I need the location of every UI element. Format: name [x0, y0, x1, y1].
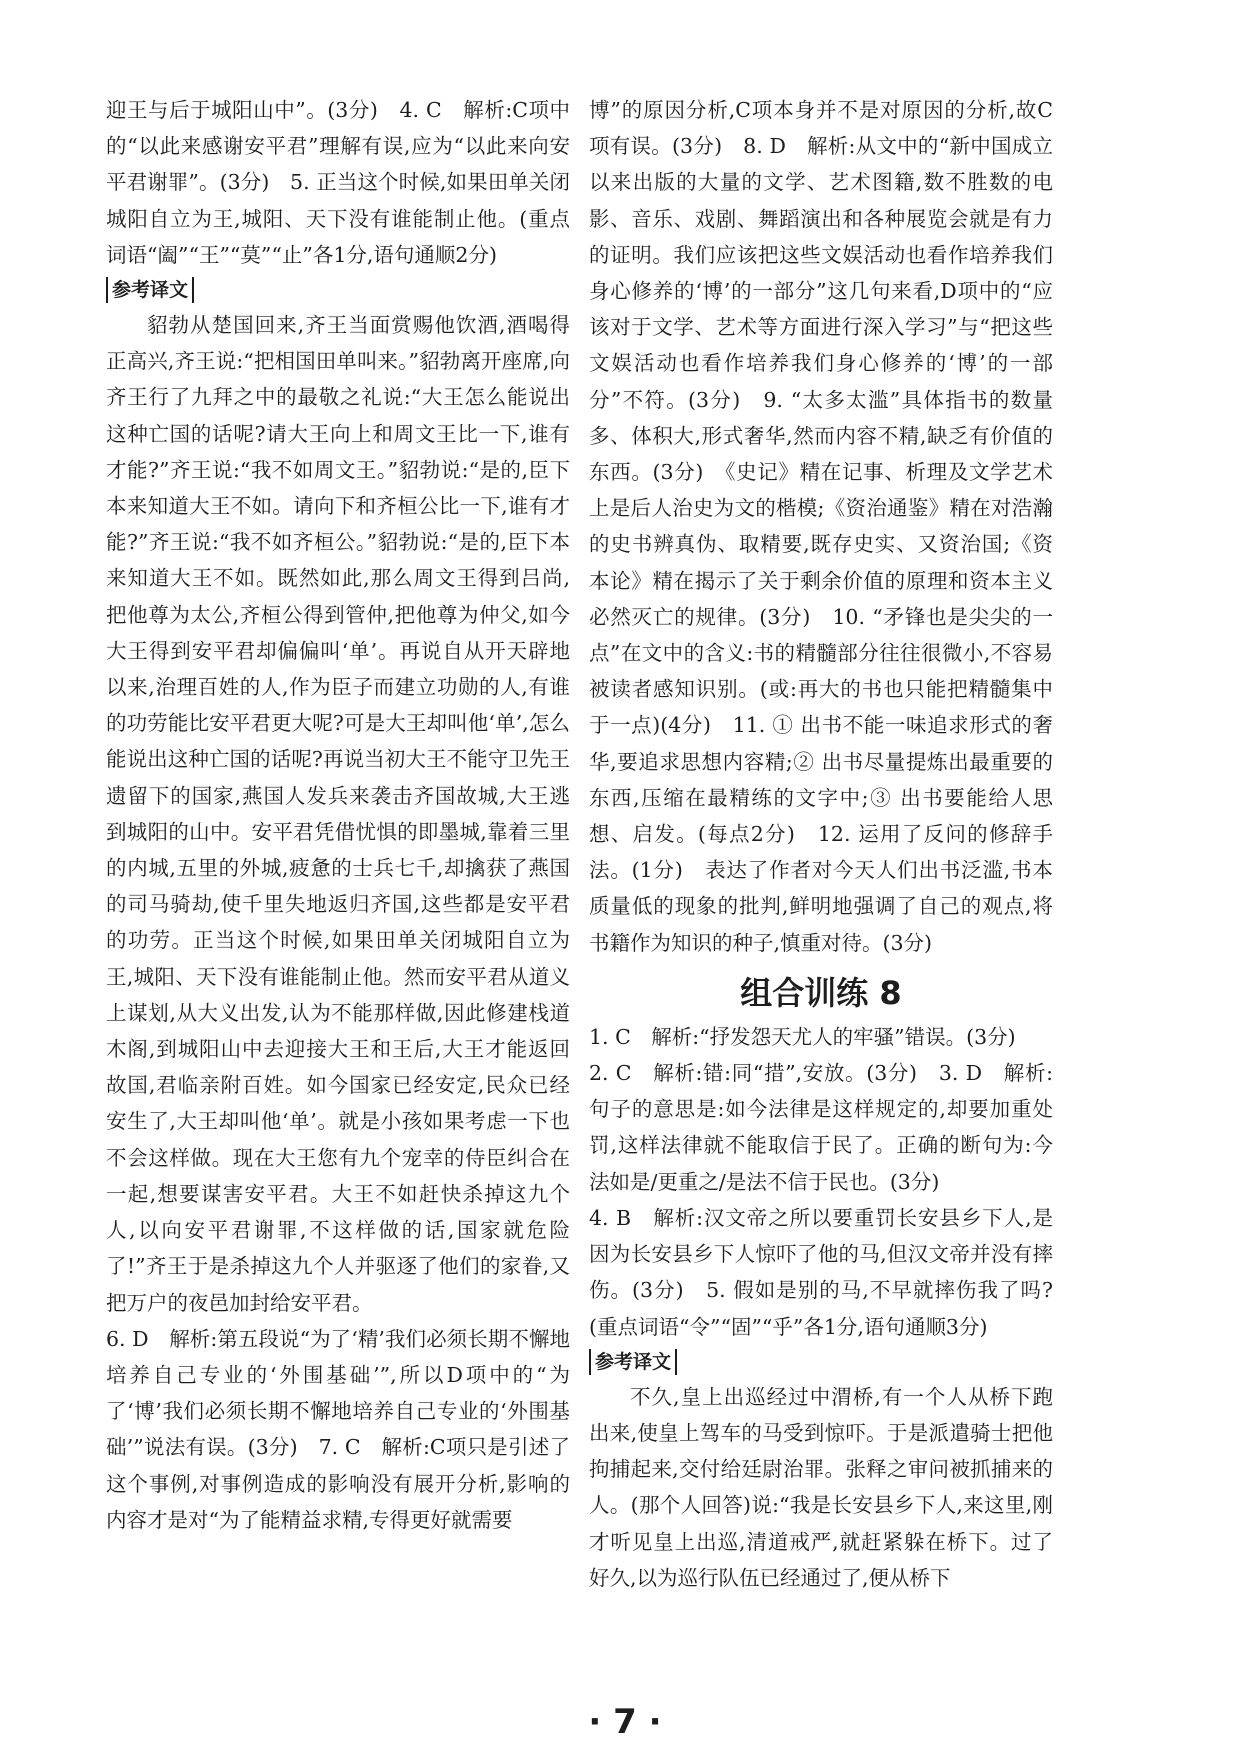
answer-2-3: 2. C 解析:错:同“措”,安放。(3分) 3. D 解析:句子的意思是:如今法律是这样规定的,却要加重处罚,这样法律就不能取信于民了。正确的断句为:今法如是/更重之/是法不信于民也。(3分): [589, 1061, 1053, 1194]
answer-4-5: 迎王与后于城阳山中”。(3分) 4. C 解析:C项中的“以此来感谢安平君”理解有误,应为“以此来向安平君谢罪”。(3分) 5. 正当这个时候,如果田单关闭城阳自立为王,城阳、天下没有谁能制止他。(重点词语“阖”“王”“莫”“止”各1分,语句通顺2分): [106, 98, 570, 267]
left-column: [106, 92, 570, 1538]
answer-7-12: 博”的原因分析,C项本身并不是对原因的分析,故C项有误。(3分) 8. D 解析:从文中的“新中国成立以来出版的大量的文学、艺术图籍,数不胜数的电影、音乐、戏剧、舞蹈演出和各种展览会就是有力的证明。我们应该把这些文娱活动也看作培养我们身心修养的‘博’的一部分”这几句来看,D项中的“应该对于文学、艺术等方面进行深入学习”与“把这些文娱活动也看作培养我们身心修养的‘博’的一部分”不符。(3分) 9. “太多太滥”具体指书的数量多、体积大,形式奢华,然而内容不精,缺乏有价值的东西。(3分) 《史记》精在记事、析理及文学艺术上是后人治史为文的楷模;《资治通鉴》精在对浩瀚的史书辨真伪、取精要,既存史实、又资治国;《资本论》精在揭示了关于剩余价值的原理和资本主义必然灭亡的规律。(3分) 10. “矛锋也是尖尖的一点”在文中的含义:书的精髓部分往往很微小,不容易被读者感知识别。(或:再大的书也只能把精髓集中于一点)(4分) 11. ① 出书不能一味追求形式的奢华,要追求思想内容精;② 出书尽量提炼出最重要的东西,压缩在最精练的文字中;③ 出书要能给人思想、启发。(每点2分) 12. 运用了反问的修辞手法。(1分) 表达了作者对今天人们出书泛滥,书本质量低的现象的批判,鲜明地强调了自己的观点,将书籍作为知识的种子,慎重对待。(3分): [589, 98, 1053, 955]
answer-4-5: 4. B 解析:汉文帝之所以要重罚长安县乡下人,是因为长安县乡下人惊吓了他的马,但汉文帝并没有摔伤。(3分) 5. 假如是别的马,不早就摔伤我了吗?(重点词语“令”“固”“乎”各1分,语句通顺3分): [589, 1205, 1053, 1339]
reference-translation-text: 貂勃从楚国回来,齐王当面赏赐他饮酒,酒喝得正高兴,齐王说:“把相国田单叫来。”貂勃离开座席,向齐王行了九拜之中的最敬之礼说:“大王怎么能说出这种亡国的话呢?请大王向上和周文王比一下,谁有才能?”齐王说:“我不如周文王。”貂勃说:“是的,臣下本来知道大王不如。请向下和齐桓公比一下,谁有才能?”齐王说:“我不如齐桓公。”貂勃说:“是的,臣下本来知道大王不如。既然如此,那么周文王得到吕尚,把他尊为太公,齐桓公得到管仲,把他尊为仲父,如今大王得到安平君却偏偏叫‘单’。再说自从开天辟地以来,治理百姓的人,作为臣子而建立功勋的人,有谁的功劳能比安平君更大呢?可是大王却叫他‘单’,怎么能说出这种亡国的话呢?再说当初大王不能守卫先王遗留下的国家,燕国人发兵来袭击齐国故城,大王逃到城阳的山中。安平君凭借忧惧的即墨城,靠着三里的内城,五里的外城,疲惫的士兵七千,却擒获了燕国的司马骑劫,使千里失地返归齐国,这些都是安平君的功劳。正当这个时候,如果田单关闭城阳自立为王,城阳、天下没有谁能制止他。然而安平君从道义上谋划,从大义出发,认为不能那样做,因此修建栈道木阁,到城阳山中去迎接大王和王后,大王才能返回故国,君临亲附百姓。如今国家已经安定,民众已经安生了,大王却叫他‘单’。就是小孩如果考虑一下也不会这样做。现在大王您有九个宠幸的侍臣纠合在一起,想要谋害安平君。大王不如赶快杀掉这九个人,以向安平君谢罪,不这样做的话,国家就危险了!”齐王于是杀掉这九个人并驱逐了他们的家眷,又把万户的夜邑加封给安平君。: [106, 313, 570, 1315]
reference-translation-text: 不久,皇上出巡经过中渭桥,有一个人从桥下跑出来,使皇上驾车的马受到惊吓。于是派遣骑士把他拘捕起来,交付给廷尉治罪。张释之审问被抓捕来的人。(那个人回答)说:“我是长安县乡下人,来这里,刚才听见皇上出巡,清道戒严,就赶紧躲在桥下。过了好久,以为巡行队伍已经通过了,便从桥下: [589, 1384, 1053, 1590]
right-column: [589, 92, 1053, 1596]
answer-1: 1. C 解析:“抒发怨天尤人的牢骚”错误。(3分): [589, 1024, 1016, 1049]
page-number: · 7 ·: [588, 1702, 662, 1742]
answer-6-7: 6. D 解析:第五段说“为了‘精’我们必须长期不懈地培养自己专业的‘外围基础’”,所以D项中的“为了‘博’我们必须长期不懈地培养自己专业的‘外围基础’”说法有误。(3分) 7. C 解析:C项只是引述了这个事例,对事例造成的影响没有展开分析,影响的内容才是对“为了能精益求精,专得更好就需要: [106, 1326, 570, 1532]
reference-translation-label: 参考译文: [589, 1349, 677, 1375]
section-title: 组合训练 8: [740, 973, 902, 1012]
reference-translation-label: 参考译文: [106, 277, 194, 303]
